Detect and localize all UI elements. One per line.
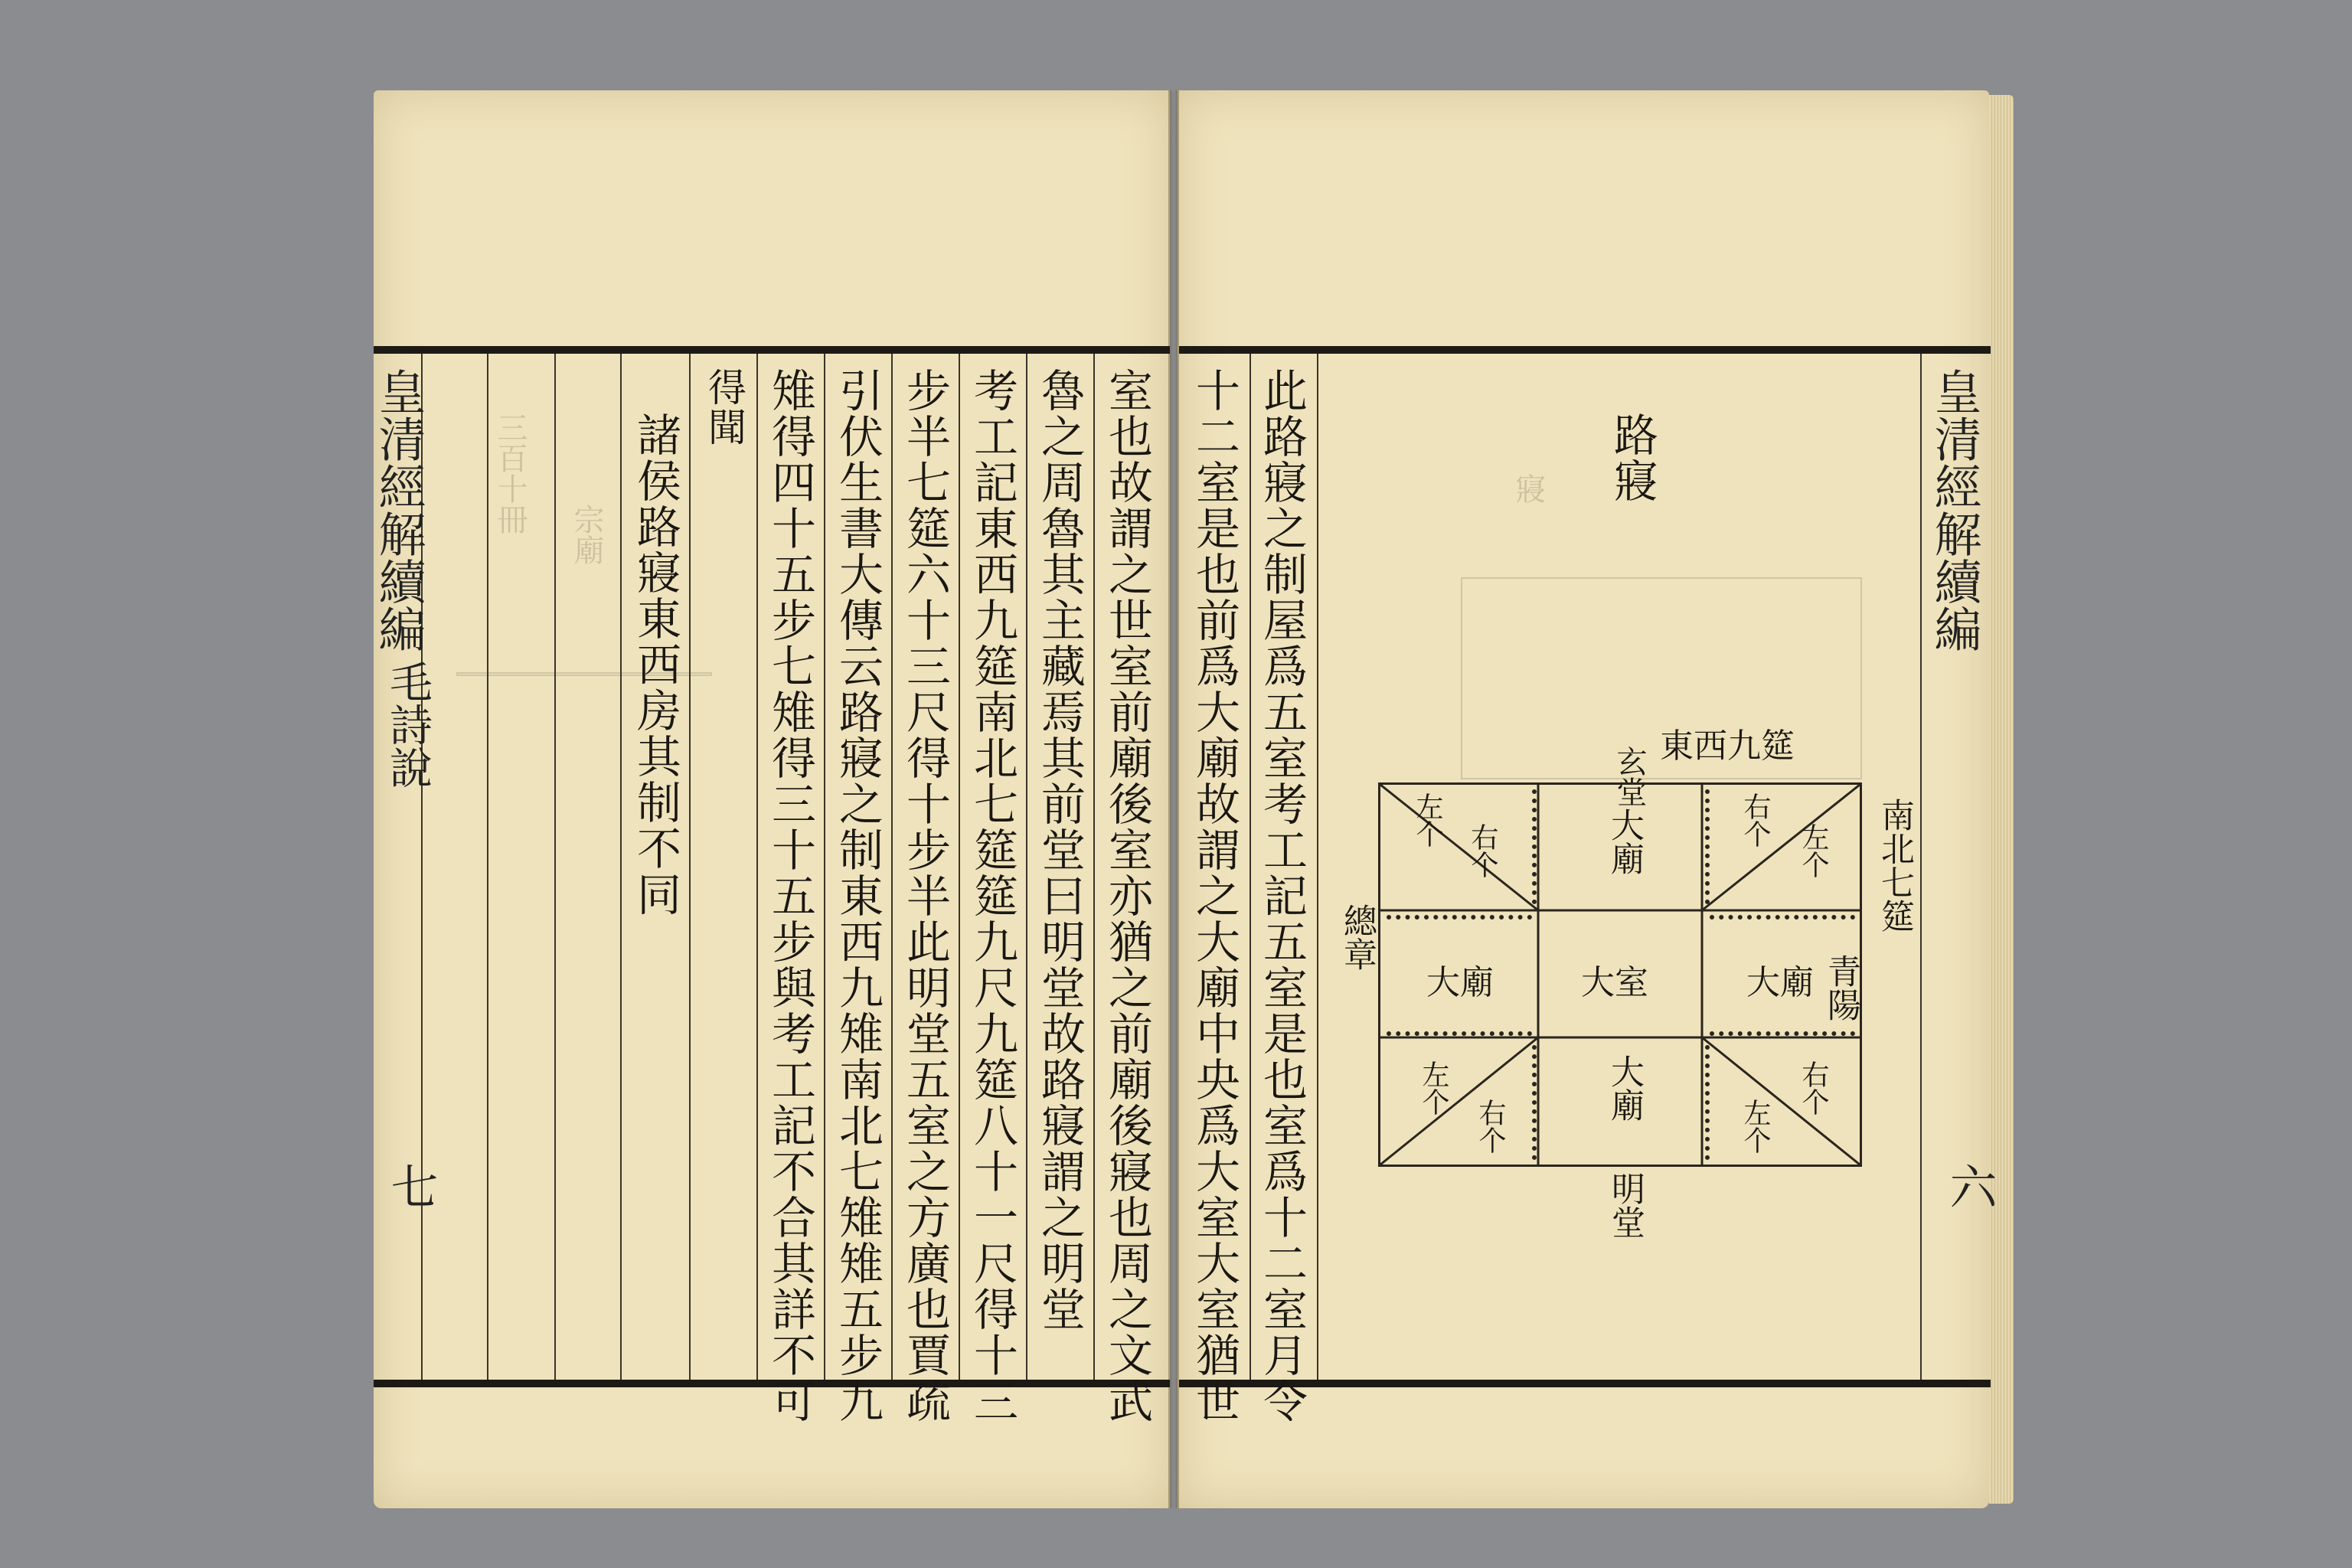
diagram-top-label: 東西九筵 xyxy=(1660,727,1795,766)
dotted-divider xyxy=(1710,915,1855,920)
diagram-side-label: 南北七筵 xyxy=(1875,798,1914,933)
left-margin-title: 皇清經解續編 xyxy=(371,368,426,652)
left-column-line xyxy=(824,354,825,1380)
right-column-line xyxy=(1250,354,1251,1380)
dotted-divider xyxy=(1387,1031,1532,1036)
left-column-line xyxy=(689,354,691,1380)
cell-corner-label: 左个 xyxy=(1412,792,1443,848)
text-column: 步半七筵六十三尺得十步半此明堂五室之方廣也賈疏 xyxy=(899,368,951,1424)
left-column-line xyxy=(891,354,893,1380)
text-column: 考工記東西九筵南北七筵筵九尺九筵八十一尺得十三 xyxy=(966,368,1018,1424)
cell-center: 大室 xyxy=(1581,963,1648,1002)
cell-corner-label: 右个 xyxy=(1798,1060,1829,1116)
right-page-number: 六 xyxy=(1942,1162,1998,1210)
text-column: 諸侯路寢東西房其制不同 xyxy=(629,412,681,917)
page-edges xyxy=(1989,95,2014,1504)
left-top-rule xyxy=(374,346,1170,354)
cell-corner-label: 右个 xyxy=(1475,1099,1506,1154)
text-column: 此路寢之制屋爲五室考工記五室是也室爲十二室月令 xyxy=(1256,368,1308,1424)
dotted-divider xyxy=(1705,789,1710,904)
diagram-title: 路寢 xyxy=(1606,412,1658,504)
bleed-through-text: 宗廟 xyxy=(569,504,604,565)
diagram-bottom-label: 明堂 xyxy=(1606,1171,1645,1239)
right-column-line xyxy=(1920,354,1922,1380)
dotted-divider xyxy=(1387,915,1532,920)
right-top-rule xyxy=(1179,346,1991,354)
bleed-through-text: 寢 xyxy=(1511,473,1546,504)
right-margin-title: 皇清經解續編 xyxy=(1926,368,1982,652)
bleed-through-text: 三百十冊 xyxy=(492,412,528,534)
cell-corner-label: 右个 xyxy=(1467,823,1498,878)
cell-bottom-center: 大廟 xyxy=(1605,1054,1644,1122)
text-column: 十二室是也前爲大廟故謂之大廟中央爲大室大室猶世 xyxy=(1188,368,1240,1424)
text-column: 引伏生書大傳云路寢之制東西九雉南北七雉雉五步九 xyxy=(831,368,884,1424)
left-column-line xyxy=(1093,354,1095,1380)
dotted-divider xyxy=(1532,789,1537,904)
left-margin-section: 毛詩說 xyxy=(383,660,433,789)
book-gutter xyxy=(1168,90,1179,1508)
dotted-divider xyxy=(1710,1031,1855,1036)
left-page-number: 七 xyxy=(383,1162,439,1210)
cell-top-center: 大廟 xyxy=(1605,808,1644,875)
diagram-right-label: 青陽 xyxy=(1821,954,1860,1021)
left-column-line xyxy=(554,354,556,1380)
text-column: 得聞 xyxy=(702,368,746,447)
left-column-line xyxy=(1026,354,1027,1380)
dotted-divider xyxy=(1532,1045,1537,1160)
text-column: 雉得四十五步七雉得三十五步與考工記不合其詳不可 xyxy=(764,368,816,1424)
diagram-top-note: 玄堂 xyxy=(1612,746,1647,807)
left-column-line xyxy=(959,354,960,1380)
left-column-line xyxy=(756,354,758,1380)
left-column-line xyxy=(620,354,622,1380)
lu-qin-diagram xyxy=(1378,782,1862,1167)
cell-middle-right: 大廟 xyxy=(1746,963,1814,1002)
cell-corner-label: 左个 xyxy=(1418,1060,1449,1116)
cell-corner-label: 左个 xyxy=(1740,1099,1771,1154)
text-column: 魯之周魯其主藏焉其前堂曰明堂故路寢謂之明堂 xyxy=(1034,368,1086,1332)
left-column-line xyxy=(487,354,488,1380)
diagram-left-label: 總章 xyxy=(1338,903,1377,971)
text-column: 室也故謂之世室前廟後室亦猶之前廟後寢也周之文武 xyxy=(1101,368,1153,1424)
cell-corner-label: 左个 xyxy=(1798,823,1829,878)
right-column-line xyxy=(1317,354,1318,1380)
dotted-divider xyxy=(1705,1045,1710,1160)
cell-corner-label: 右个 xyxy=(1740,792,1771,848)
cell-middle-left: 大廟 xyxy=(1426,963,1494,1002)
